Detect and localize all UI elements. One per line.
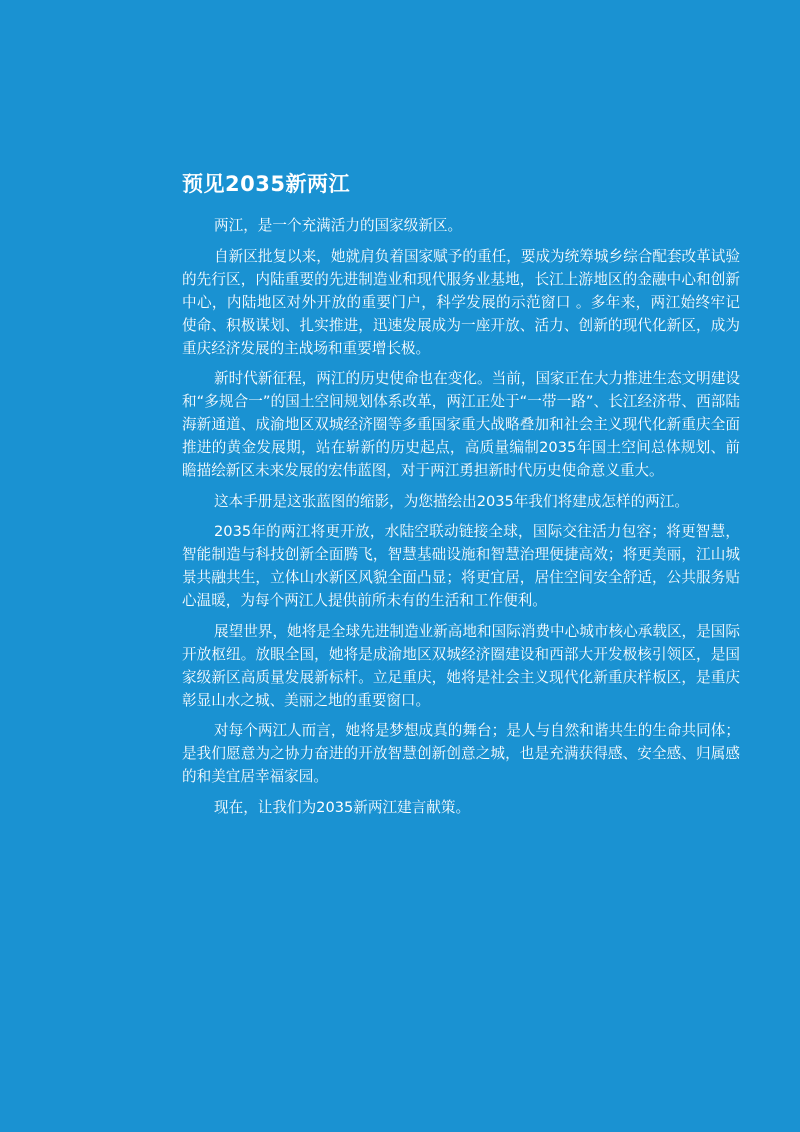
paragraph-new-era: 新时代新征程，两江的历史使命也在变化。当前，国家正在大力推进生态文明建设和“多规合一”的国土空间规划体系改革，两江正处于“一带一路”、长江经济带、西部陆海新通道、成渝地区双城经济圈等多重国家重大战略叠加和社会主义现代化新重庆全面推进的黄金发展期，站在崭新的历史起点，高质量编制2035年国土空间总体规划、前瞻描绘新区未来发展的宏伟蓝图，对于两江勇担新时代历史使命意义重大。 [182, 370, 740, 479]
paragraph-vision-2035: 2035年的两江将更开放，水陆空联动链接全球，国际交往活力包容；将更智慧，智能制造与科技创新全面腾飞，智慧基础设施和智慧治理便捷高效；将更美丽，江山城景共融共生，立体山水新区风貌全面凸显；将更宜居，居住空间安全舒适，公共服务贴心温暖，为每个两江人提供前所未有的生活和工作便利。 [182, 523, 740, 609]
paragraph-call-to-action: 现在，让我们为2035新两江建言献策。 [214, 798, 471, 816]
paragraph-intro: 两江，是一个充满活力的国家级新区。 [214, 217, 463, 234]
page-title: 预见2035新两江 [182, 172, 350, 196]
paragraph-handbook: 这本手册是这张蓝图的缩影，为您描绘出2035年我们将建成怎样的两江。 [214, 492, 689, 510]
preface-section [182, 170, 740, 826]
paragraph-outlook: 展望世界，她将是全球先进制造业新高地和国际消费中心城市核心承载区，是国际开放枢纽。放眼全国，她将是成渝地区双城经济圈建设和西部大开发极核引领区，是国家级新区高质量发展新标杆。立足重庆，她将是社会主义现代化新重庆样板区，是重庆彰显山水之城、美丽之地的重要窗口。 [182, 622, 740, 709]
paragraph-people: 对每个两江人而言，她将是梦想成真的舞台；是人与自然和谐共生的生命共同体；是我们愿意为之协力奋进的开放智慧创新创意之城，也是充满获得感、安全感、归属感的和美宜居幸福家园。 [182, 722, 740, 785]
paragraph-history: 自新区批复以来，她就肩负着国家赋予的重任，要成为统筹城乡综合配套改革试验的先行区，内陆重要的先进制造业和现代服务业基地，长江上游地区的金融中心和创新中心，内陆地区对外开放的重要门户，科学发展的示范窗口 。多年来，两江始终牢记使命、积极谋划、扎实推进，迅速发展成为一座开放、活力、创新的现代化新区，成为重庆经济发展的主战场和重要增长极。 [182, 247, 740, 357]
